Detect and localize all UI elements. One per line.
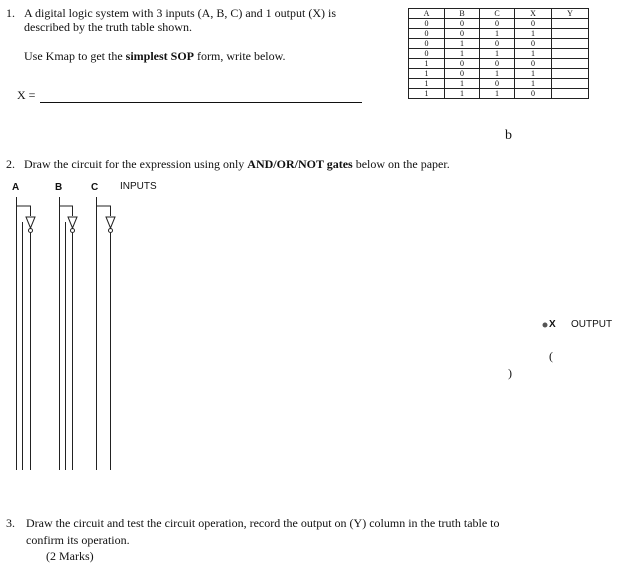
cell-x: 0 <box>515 59 552 69</box>
output-label: OUTPUT <box>571 319 613 330</box>
cell-x: 1 <box>515 49 552 59</box>
q3-number: 3. <box>6 516 15 530</box>
rail-b-branch <box>60 206 73 216</box>
cell-x: 1 <box>515 79 552 89</box>
cell-c: 1 <box>480 69 515 79</box>
q3-line1: Draw the circuit and test the circuit operation, record the output on (Y) column in the truth table to <box>26 516 500 530</box>
header-b: B <box>445 9 480 19</box>
output-node-dot[interactable] <box>543 323 548 328</box>
cell-a: 0 <box>409 19 445 29</box>
cell-c: 1 <box>480 29 515 39</box>
cell-a: 1 <box>409 79 445 89</box>
cell-a: 1 <box>409 59 445 69</box>
header-a: A <box>409 9 445 19</box>
cell-c: 0 <box>480 59 515 69</box>
not-gate-a-icon <box>26 217 35 228</box>
q1-instruction-pre: Use Kmap to get the <box>24 49 126 63</box>
q1-instruction-bold: simplest SOP <box>125 49 194 63</box>
q3-line2: confirm its operation. <box>26 533 130 547</box>
header-c: C <box>480 9 515 19</box>
cell-c: 1 <box>480 89 515 99</box>
cell-c: 0 <box>480 39 515 49</box>
q1-line1: A digital logic system with 3 inputs (A, B, C) and 1 output (X) is <box>24 6 336 20</box>
cell-a: 1 <box>409 69 445 79</box>
stray-mark-paren-open: ( <box>549 349 553 363</box>
header-x: X <box>515 9 552 19</box>
q2-text-pre: Draw the circuit for the expression using only <box>24 157 248 171</box>
cell-b: 1 <box>445 39 480 49</box>
input-label-c: C <box>91 182 99 193</box>
cell-a: 0 <box>409 29 445 39</box>
cell-b: 0 <box>445 19 480 29</box>
cell-x: 0 <box>515 19 552 29</box>
cell-a: 1 <box>409 89 445 99</box>
cell-x: 1 <box>515 29 552 39</box>
cell-c: 0 <box>480 79 515 89</box>
header-y: Y <box>552 9 589 19</box>
cell-b: 0 <box>445 29 480 39</box>
cell-b: 1 <box>445 49 480 59</box>
cell-b: 1 <box>445 79 480 89</box>
input-label-b: B <box>55 182 63 193</box>
cell-x: 1 <box>515 69 552 79</box>
q1-number: 1. <box>6 6 15 20</box>
q2-text-post: below on the paper. <box>352 157 450 171</box>
q1-instruction-post: form, write below. <box>194 49 286 63</box>
q2-text-bold: AND/OR/NOT gates <box>247 157 353 171</box>
rail-c-branch <box>97 206 111 216</box>
cell-c: 1 <box>480 49 515 59</box>
cell-a: 0 <box>409 49 445 59</box>
not-gate-b-icon <box>68 217 77 228</box>
cell-b: 1 <box>445 89 480 99</box>
q3-marks: (2 Marks) <box>46 549 94 563</box>
cell-a: 0 <box>409 39 445 49</box>
rail-a-branch <box>17 206 31 216</box>
cell-b: 0 <box>445 59 480 69</box>
cell-b: 0 <box>445 69 480 79</box>
output-dot-label: X <box>549 319 556 330</box>
q1-line2: described by the truth table shown. <box>24 20 192 34</box>
cell-c: 0 <box>480 19 515 29</box>
not-gate-c-icon <box>106 217 115 228</box>
input-label-a: A <box>12 182 20 193</box>
answer-label: X = <box>17 88 36 102</box>
stray-mark-paren-close: ) <box>508 366 512 380</box>
cell-x: 0 <box>515 39 552 49</box>
q2-number: 2. <box>6 157 15 171</box>
cell-x: 0 <box>515 89 552 99</box>
stray-mark-b: b <box>505 128 512 143</box>
inputs-label: INPUTS <box>120 181 157 192</box>
